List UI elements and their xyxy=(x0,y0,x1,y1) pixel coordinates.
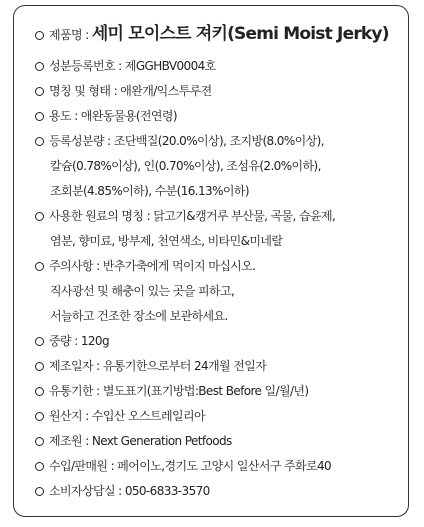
row-customer-service xyxy=(35,483,210,499)
bullet-circle-icon xyxy=(35,437,44,446)
bullet-circle-icon xyxy=(35,412,44,421)
product-name-label: 제품명 : xyxy=(49,28,92,42)
row-manufacture-date xyxy=(35,358,266,374)
bullet-circle-icon xyxy=(35,462,44,471)
registered-ingredients-line-3: 조회분(4.85%이하), 수분(16.13%이하) xyxy=(50,184,249,198)
caution-line-3: 서늘하고 건조한 장소에 보관하세요. xyxy=(50,309,228,323)
row-usage xyxy=(35,108,177,124)
expiry-text: 유통기한 : 별도표기(표기방법:Best Before 일/월/년) xyxy=(49,384,309,398)
bullet-circle-icon xyxy=(35,212,44,221)
bullet-circle-icon xyxy=(35,31,44,40)
manufacturer-text: 제조원 : Next Generation Petfoods xyxy=(49,434,232,448)
bullet-circle-icon xyxy=(35,87,44,96)
raw-materials-text: 사용한 원료의 명칭 : 닭고기&캥거루 부산물, 곡물, 습윤제, xyxy=(49,209,336,223)
caution-text: 주의사항 : 반추가축에게 먹이지 마십시오. xyxy=(49,259,256,273)
row-registered-ingredients xyxy=(35,133,324,149)
row-importer xyxy=(35,458,331,474)
row-product-name xyxy=(35,26,389,43)
product-name-value: 세미 모이스트 져키(Semi Moist Jerky) xyxy=(91,24,389,44)
registered-ingredients-line-2: 칼슘(0.78%이상), 인(0.70%이상), 조섬유(2.0%이하), xyxy=(50,159,321,173)
bullet-circle-icon xyxy=(35,137,44,146)
row-name-and-form xyxy=(35,83,212,99)
manufacture-date-text: 제조일자 : 유통기한으로부터 24개월 전일자 xyxy=(49,359,267,373)
row-caution xyxy=(35,258,255,274)
customer-service-text: 소비자상담실 : 050-6833-3570 xyxy=(49,484,210,498)
row-expiry xyxy=(35,383,308,399)
registration-number-text: 성분등록번호 : 제GGHBV0004호 xyxy=(49,59,216,73)
bullet-circle-icon xyxy=(35,387,44,396)
usage-text: 용도 : 애완동물용(전연령) xyxy=(49,109,177,123)
origin-text: 원산지 : 수입산 오스트레일리아 xyxy=(49,409,205,423)
raw-materials-line-2: 염분, 향미료, 방부제, 천연색소, 비타민&미네랄 xyxy=(50,234,283,248)
bullet-circle-icon xyxy=(35,487,44,496)
bullet-circle-icon xyxy=(35,337,44,346)
row-origin xyxy=(35,408,205,424)
row-weight xyxy=(35,333,109,349)
bullet-circle-icon xyxy=(35,362,44,371)
name-and-form-text: 명칭 및 형태 : 애완개/익스투루젼 xyxy=(49,84,212,98)
importer-text: 수입/판매원 : 페어이노,경기도 고양시 일산서구 주화로40 xyxy=(49,459,332,473)
bullet-circle-icon xyxy=(35,262,44,271)
row-manufacturer xyxy=(35,433,232,449)
caution-line-2: 직사광선 및 해충이 있는 곳을 피하고, xyxy=(50,284,235,298)
bullet-circle-icon xyxy=(35,112,44,121)
row-raw-materials xyxy=(35,208,335,224)
bullet-circle-icon xyxy=(35,62,44,71)
registered-ingredients-text: 등록성분량 : 조단백질(20.0%이상), 조지방(8.0%이상), xyxy=(49,134,324,148)
row-registration-number xyxy=(35,58,216,74)
weight-text: 중량 : 120g xyxy=(49,334,109,348)
